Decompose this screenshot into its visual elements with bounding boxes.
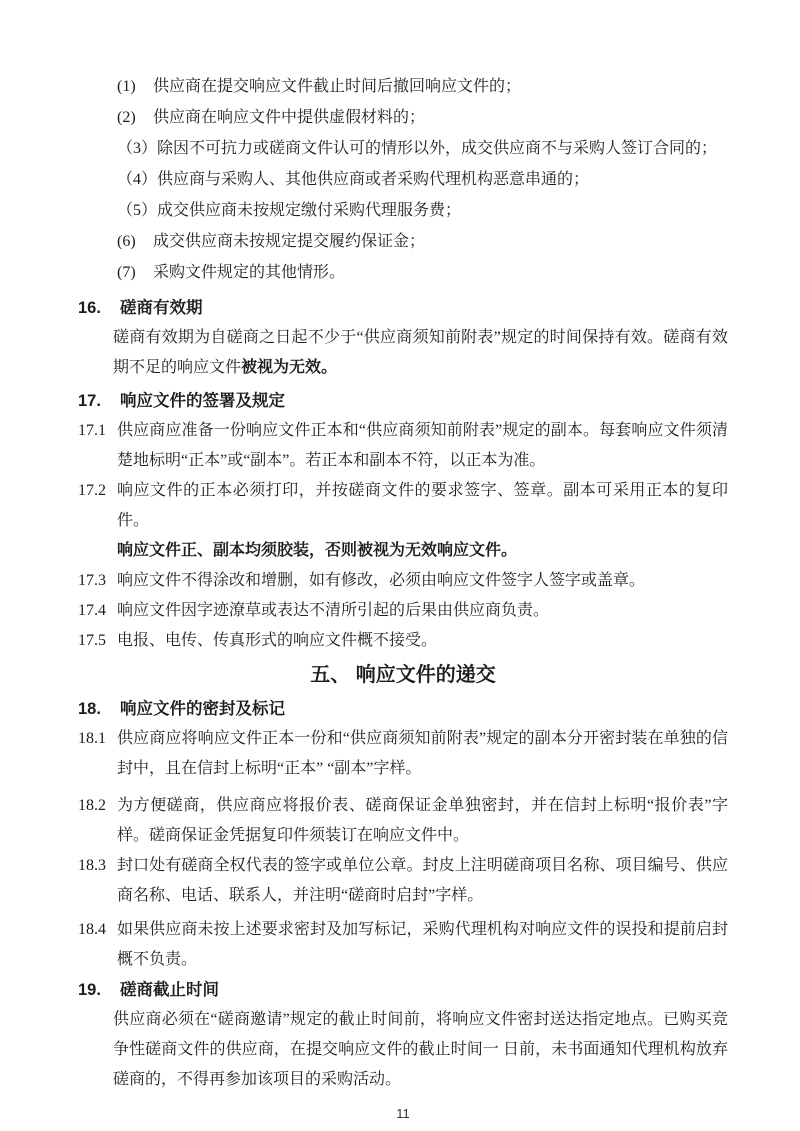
section-title: 响应文件的签署及规定 [120,392,285,410]
section-17-heading [78,386,728,416]
item-number: 17.2 [78,482,106,499]
clause-list [78,72,728,288]
item-text: 封口处有磋商全权代表的签字或单位公章。封皮上注明磋商项目名称、项目编号、供应商名称、电话、联系人，并注明“磋商时启封”字样。 [117,857,728,904]
section-number: 17. [78,392,101,410]
item-text: 为方便磋商，供应商应将报价表、磋商保证金单独密封，并在信封上标明“报价表”字样。磋商保证金凭据复印件须装订在响应文件中。 [117,797,728,844]
clause-item [117,165,728,195]
clause-item [117,134,728,164]
item-number: 17.3 [78,572,106,589]
item-number: 17.4 [78,602,106,619]
section-number: 18. [78,700,101,718]
clause-text: 成交供应商未按规定提交履约保证金； [153,233,426,250]
clause-label: (6) [117,233,136,250]
item-text: 供应商应将响应文件正本一份和“供应商须知前附表”规定的副本分开密封装在单独的信封中，且在信封上标明“正本” “副本”字样。 [117,730,728,777]
item-number: 18.2 [78,797,106,814]
bold-emphasis: 响应文件正、副本均须胶装，否则被视为无效响应文件。 [117,542,518,559]
clause-text: 成交供应商未按规定缴付采购代理服务费； [157,202,462,219]
clause-item [117,72,728,102]
chapter-5-heading: 五、 响应文件的递交 [310,664,496,686]
bold-emphasis: 被视为无效。 [241,359,338,376]
numbered-item [78,915,728,975]
clause-item [117,227,728,257]
section-title: 磋商截止时间 [120,981,219,999]
item-number: 18.1 [78,730,106,747]
clause-label: （4） [117,171,158,188]
item-text: 响应文件不得涂改和增删，如有修改，必须由响应文件签字人签字或盖章。 [117,572,646,589]
section-title: 磋商有效期 [120,299,203,317]
numbered-item [78,626,728,656]
item-text [117,476,728,566]
clause-text: 采购文件规定的其他情形。 [153,264,346,281]
item-number: 18.4 [78,921,106,938]
item-text: 电报、电传、传真形式的响应文件概不接受。 [117,632,438,649]
section-number: 19. [78,981,101,999]
numbered-item [78,416,728,476]
clause-item [117,196,728,226]
clause-item [117,103,728,133]
section-19-heading [78,975,728,1005]
clause-label: （5） [117,202,158,219]
page-number: 11 [396,1106,410,1121]
clause-item [117,258,728,288]
clause-label: （3） [117,140,158,157]
numbered-item [78,791,728,851]
item-number: 17.5 [78,632,106,649]
clause-label: (1) [117,78,136,95]
item-number: 18.3 [78,857,106,874]
section-16-body [113,323,728,383]
section-16-heading [78,293,728,323]
section-16-body-text: 磋商有效期为自磋商之日起不少于“供应商须知前附表”规定的时间保持有效。磋商有效期不足的响应文件 [113,329,728,376]
section-19-body: 供应商必须在“磋商邀请”规定的截止时间前，将响应文件密封送达指定地点。已购买竞争性磋商文件的供应商，在提交响应文件的截止时间一 日前，未书面通知代理机构放弃磋商的，不得再参加该项目的采购活动。 [113,1011,728,1088]
clause-text: 供应商在响应文件中提供虚假材料的； [153,109,426,126]
section-18-heading [78,694,728,724]
numbered-item [78,851,728,911]
numbered-item [78,596,728,626]
section-number: 16. [78,299,101,317]
item-number: 17.1 [78,422,106,439]
clause-text: 除因不可抗力或磋商文件认可的情形以外，成交供应商不与采购人签订合同的； [157,140,718,157]
numbered-item [78,476,728,566]
clause-text: 供应商与采购人、其他供应商或者采购代理机构恶意串通的； [157,171,590,188]
clause-label: (2) [117,109,136,126]
clause-text: 供应商在提交响应文件截止时间后撤回响应文件的； [153,78,522,95]
section-title: 响应文件的密封及标记 [120,700,285,718]
item-text-normal: 响应文件的正本必须打印，并按磋商文件的要求签字、签章。副本可采用正本的复印件。 [117,482,728,529]
item-text: 供应商应准备一份响应文件正本和“供应商须知前附表”规定的副本。每套响应文件须清楚地标明“正本”或“副本”。若正本和副本不符，以正本为准。 [117,422,728,469]
clause-label: (7) [117,264,136,281]
numbered-item [78,566,728,596]
numbered-item [78,724,728,784]
item-text: 响应文件因字迹潦草或表达不清所引起的后果由供应商负责。 [117,602,550,619]
item-text: 如果供应商未按上述要求密封及加写标记，采购代理机构对响应文件的误投和提前启封概不负责。 [117,921,728,968]
